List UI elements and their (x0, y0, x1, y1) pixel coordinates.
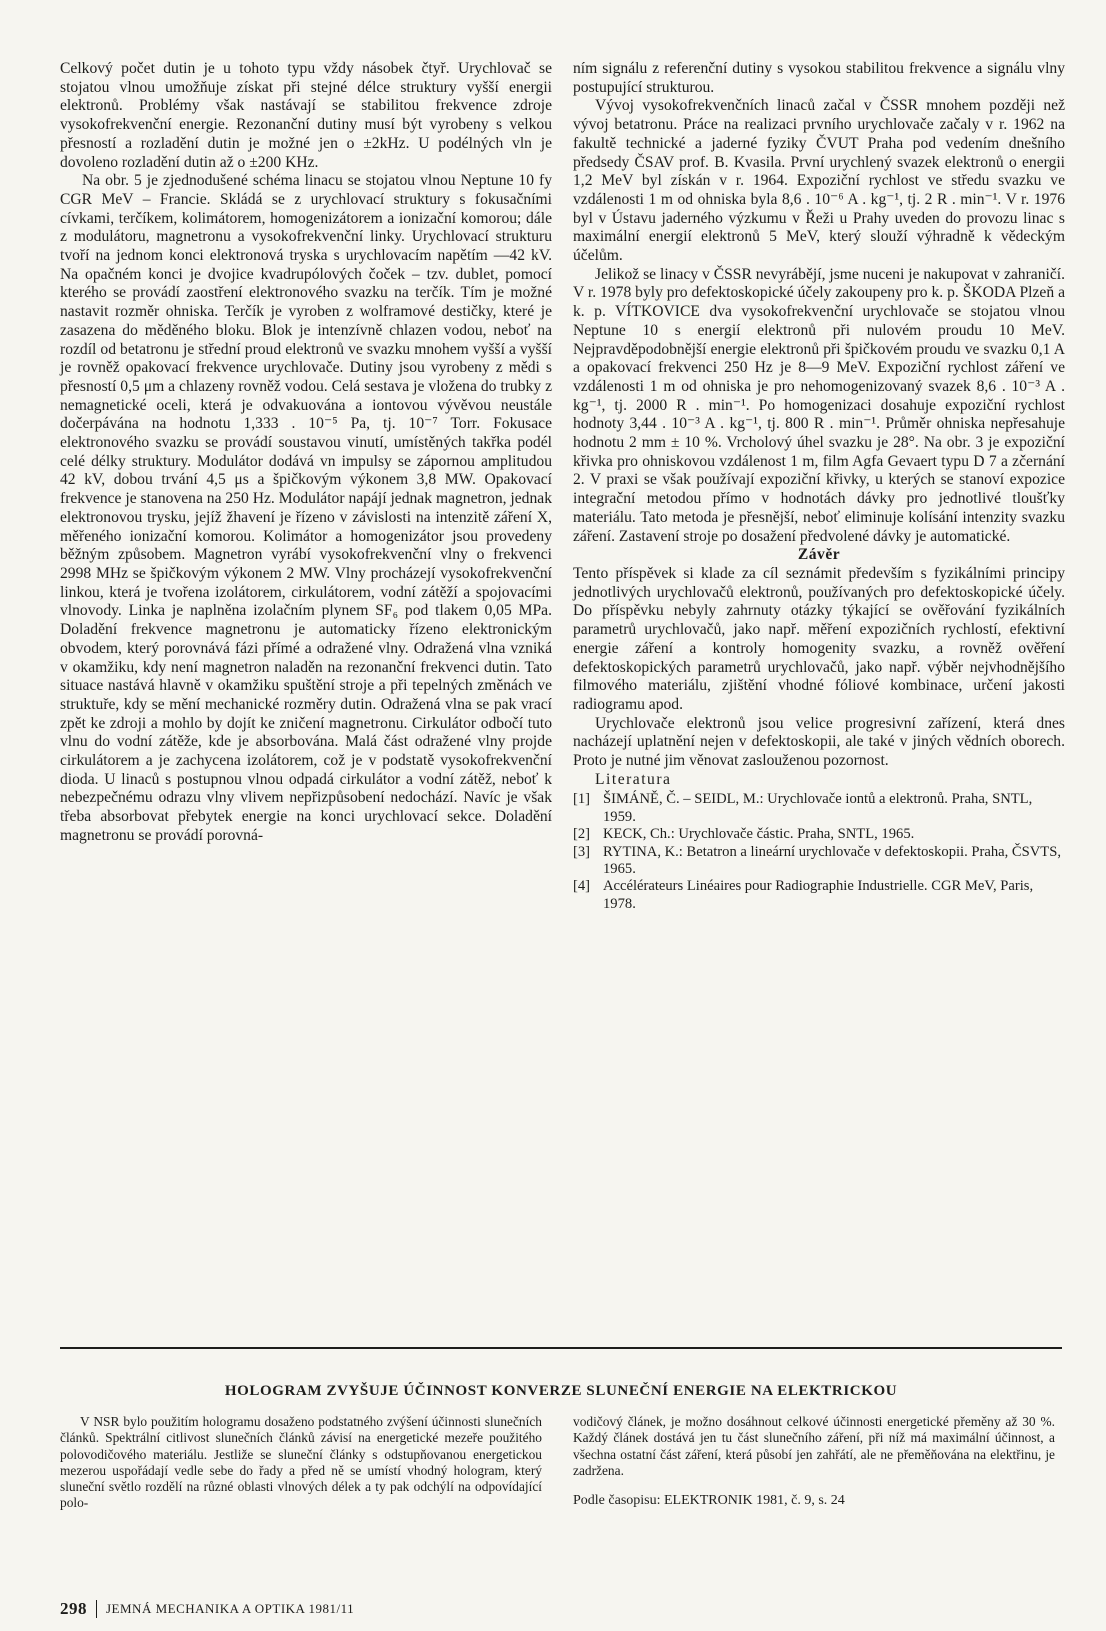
paragraph: Na obr. 5 je zjednodušené schéma linacu se stojatou vlnou Neptune 10 fy CGR MeV – Francie. Skládá se z urychlovací struktury s fokusačními cívkami, terčíkem, kolimátorem, homogenizátorem a ionizační komorou; dále z modulátoru, magnetronu a vysokofrekvenční linky. Urychlovací strukturu tvoří na jednom konci elektronová tryska s urychlovacím napětím —42 kV. Na opačném konci je dvojice kvadrupólových čoček – tzv. dublet, pomocí kterého se provádí zaostření elektronového svazku na terčík. Tím je možné nastavit rozměr ohniska. Terčík je vyroben z wolframové destičky, které je zasazena do měděného bloku. Blok je intenzívně chlazen vodou, neboť na rozdíl od betatronu je střední proud elektronů ve svazku mnohem vyšší a vyšší je rovněž opakovací frekvence urychlovače. Dutiny jsou vyrobeny z mědi s přesností 0,5 μm a chlazeny rovněž vodou. Celá sestava je vložena do trubky z nemagnetické oceli, která je odvakuována a iontovou vývěvou neustále dočerpávána na hodnotu 1,333 . 10⁻⁵ Pa, tj. 10⁻⁷ Torr. Fokusace elektronového svazku se provádí soustavou vinutí, umístěných takřka podél celé délky struktury. Modulátor dodává vn impulsy se zápornou amplitudou 42 kV, dobou trvání 4,5 μs a špičkovým výkonem 3,8 MW. Opakovací frekvence je stanovena na 250 Hz. Modulátor napájí jednak magnetron, jednak elektronovou trysku, jejíž žhavení je řízeno v závislosti na intenzitě záření X, měřeného ionizační komorou. Kolimátor a homogenizátor jsou provedeny běžným způsobem. Magnetron vyrábí vysokofrekvenční vlny o frekvenci 2998 MHz se špičkovým výkonem 2 MW. Vlny procházejí vysokofrekvenční linkou, která je tvořena izolátorem, cirkulátorem, vodní zátěží a spojovacími vlnovody. Linka je naplněna izolačním plynem SF₆ pod tlakem 0,05 MPa. Doladění frekvence magnetronu je automaticky řízeno elektronickým obvodem, který porovnává fázi přímé a odražené vlny. Odražená vlna vzniká v okamžiku, kdy není magnetron naladěn na rezonanční frekvenci dutin. Tato situace nastává hlavně v okamžiku spuštění stroje a při tepelných změnách ve struktuře, kdy se mění mechanické rozměry dutin. Odražená vlna se pak vrací zpět ke zdroji a mohlo by dojít ke zničení magnetronu. Cirkulátor odbočí tuto vlnu do vodní zátěže, kde je absorbována. Malá část odražené vlny projde cirkulátorem a je zachycena izolátorem, což je v podstatě vysokofrekvenční dioda. U linaců s postupnou vlnou odpadá cirkulátor a vodní zátěž, neboť k nebezpečnému odrazu vlny vlivem nepřizpůsobení nedochází. Navíc je však třeba absorbovat přebytek energie na konci urychlovací sekce. Doladění magnetronu se provádí porovná- (60, 172, 552, 844)
news-source: Podle časopisu: ELEKTRONIK 1981, č. 9, s. 24 (573, 1493, 845, 1509)
references-heading: Literatura (595, 770, 672, 788)
paragraph: Jelikož se linacy v ČSSR nevyrábějí, jsme nuceni je nakupovat v zahraničí. V r. 1978 byly pro defektoskopické účely zakoupeny pro k. p. ŠKODA Plzeň a k. p. VÍTKOVICE dva vysokofrekvenční urychlovače se stojatou vlnou Neptune 10 s energií elektronů při nulovém proudu 10 MeV. Nejpravděpodobnější energie elektronů při špičkovém proudu ve svazku 0,1 A a opakovací frekvenci 250 Hz je 8—9 MeV. Expoziční rychlost záření ve vzdálenosti 1 m od ohniska je pro nehomogenizovaný svazek 8,6 . 10⁻³ A . kg⁻¹, tj. 2000 R . min⁻¹. Po homogenizaci dosahuje expoziční rychlost hodnoty 3,44 . 10⁻³ A . kg⁻¹, tj. 800 R . min⁻¹. Průměr ohniska nepřesahuje hodnotu 2 mm ± 10 %. Vrcholový úhel svazku je 28°. Na obr. 3 je expoziční křivka pro ohniskovou vzdálenost 1 m, film Agfa Gevaert typu D 7 a zčernání 2. V praxi se však používají expoziční křivky, u kterých se stanoví expozice integrační metodou přímo v hodnotách dávky pro jednotlivé tloušťky materiálu. Tato metoda je přesnější, neboť eliminuje kolísání intenzity svazku záření. Zastavení stroje po dosažení předvolené dávky je automatické. (573, 265, 1065, 545)
paragraph: vodičový článek, je možno dosáhnout celkové účinnosti energetické přeměny až 30 %. Každý článek dostává jen tu část slunečního záření, při níž má maximální účinnost, a všechna ostatní část záření, která působí jen zahřátí, ale ne přeměňována na elektřinu, je zadržena. (573, 1414, 1055, 1478)
reference-item (573, 878, 1065, 913)
reference-number: [3] (573, 843, 591, 860)
paragraph: Celkový počet dutin je u tohoto typu vždy násobek čtyř. Urychlovač se stojatou vlnou umožňuje získat při stejné délce struktury vyšší energii elektronů. Problémy však nastávají se stabilitou frekvence zdroje vysokofrekvenční energie. Rezonanční dutiny musí být vyrobeny s velkou přesností a rozladění dutin je možné jen o ±2kHz. U podélných vln je dovoleno rozladění dutin až o ±200 KHz. (60, 60, 552, 171)
reference-item (573, 791, 1065, 826)
paragraph: Urychlovače elektronů jsou velice progresivní zařízení, která dnes nacházejí uplatnění nejen v defektoskopii, ale také v jiných vědních oborech. Proto je nutné jim věnovat zaslouženou pozornost. (573, 714, 1065, 770)
paragraph: V NSR bylo použitím hologramu dosaženo podstatného zvýšení účinnosti slunečních článků. Spektrální citlivost slunečních článků závisí na energetické mezeře použitého polovodičového materiálu. Jestliže se sluneční články s odstupňovanou energetickou mezerou uspořádají vedle sebe do řady a před ně se umístí vhodný hologram, který sluneční světlo rozdělí na různé oblasti vlnových délek a ty pak odchýlí na odpovídající polo- (60, 1414, 542, 1511)
reference-text: ŠIMÁNĚ, Č. – SEIDL, M.: Urychlovače iontů a elektronů. Praha, SNTL, 1959. (603, 791, 1033, 825)
news-article-left-column (60, 1414, 542, 1512)
horizontal-divider (60, 1347, 1062, 1349)
news-article-right-column (573, 1414, 1055, 1509)
reference-number: [4] (573, 878, 591, 895)
reference-number: [2] (573, 826, 591, 843)
reference-text: KECK, Ch.: Urychlovače částic. Praha, SNTL, 1965. (603, 826, 915, 843)
news-article-title: HOLOGRAM ZVYŠUJE ÚČINNOST KONVERZE SLUNEČNÍ ENERGIE NA ELEKTRICKOU (224, 1383, 898, 1399)
page-footer (60, 1599, 354, 1619)
reference-text: RYTINA, K.: Betatron a lineární urychlovače v defektoskopii. Praha, ČSVTS, 1965. (603, 843, 1061, 878)
right-text-column (573, 60, 1065, 913)
paragraph: Tento příspěvek si klade za cíl seznámit především s fyzikálními principy jednotlivých urychlovačů elektronů, používaných pro defektoskopické účely. Do příspěvku nebyly zahrnuty otázky týkající se ověřování fyzikálních parametrů urychlovačů, jako např. měření expozičních rychlostí, efektivní energie záření a kontroly homogenity svazku, a rovněž ověření defektoskopických parametrů urychlovačů, jako např. výběr nejvhodnějšího filmového materiálu, zjištění vhodné fóliové kombinace, určení jakosti radiogramu apod. (573, 564, 1065, 713)
paragraph: Vývoj vysokofrekvenčních linaců začal v ČSSR mnohem později než vývoj betatronu. Práce na realizaci prvního urychlovače začaly v r. 1962 na fakultě technické a jaderné fyziky ČVUT Praha pod vedením dnešního předsedy ČSAV prof. B. Kvasila. První urychlený svazek elektronů o energii 1,2 MeV byl získán v r. 1964. Expoziční rychlost ve středu svazku ve vzdálenosti 1 m od ohniska byla 8,6 . 10⁻⁶ A . kg⁻¹, tj. 2 R . min⁻¹. V r. 1976 byl v Ústavu jaderného výzkumu v Řeži u Prahy uveden do provozu linac s maximální energií elektronů 5 MeV, který slouží výhradně k vědeckým účelům. (573, 97, 1065, 265)
footer-divider (96, 1600, 97, 1618)
page-number: 298 (60, 1599, 87, 1618)
reference-number: [1] (573, 791, 591, 808)
section-heading: Závěr (797, 546, 841, 564)
references-list (573, 791, 1065, 913)
journal-name: JEMNÁ MECHANIKA A OPTIKA 1981/11 (106, 1601, 355, 1616)
reference-text: Accélérateurs Linéaires pour Radiographie Industrielle. CGR MeV, Paris, 1978. (603, 878, 1034, 912)
reference-item (573, 844, 1065, 879)
left-text-column (60, 60, 552, 846)
paragraph: ním signálu z referenční dutiny s vysokou stabilitou frekvence a signálu vlny postupující strukturou. (573, 60, 1065, 96)
reference-item (573, 826, 1065, 843)
